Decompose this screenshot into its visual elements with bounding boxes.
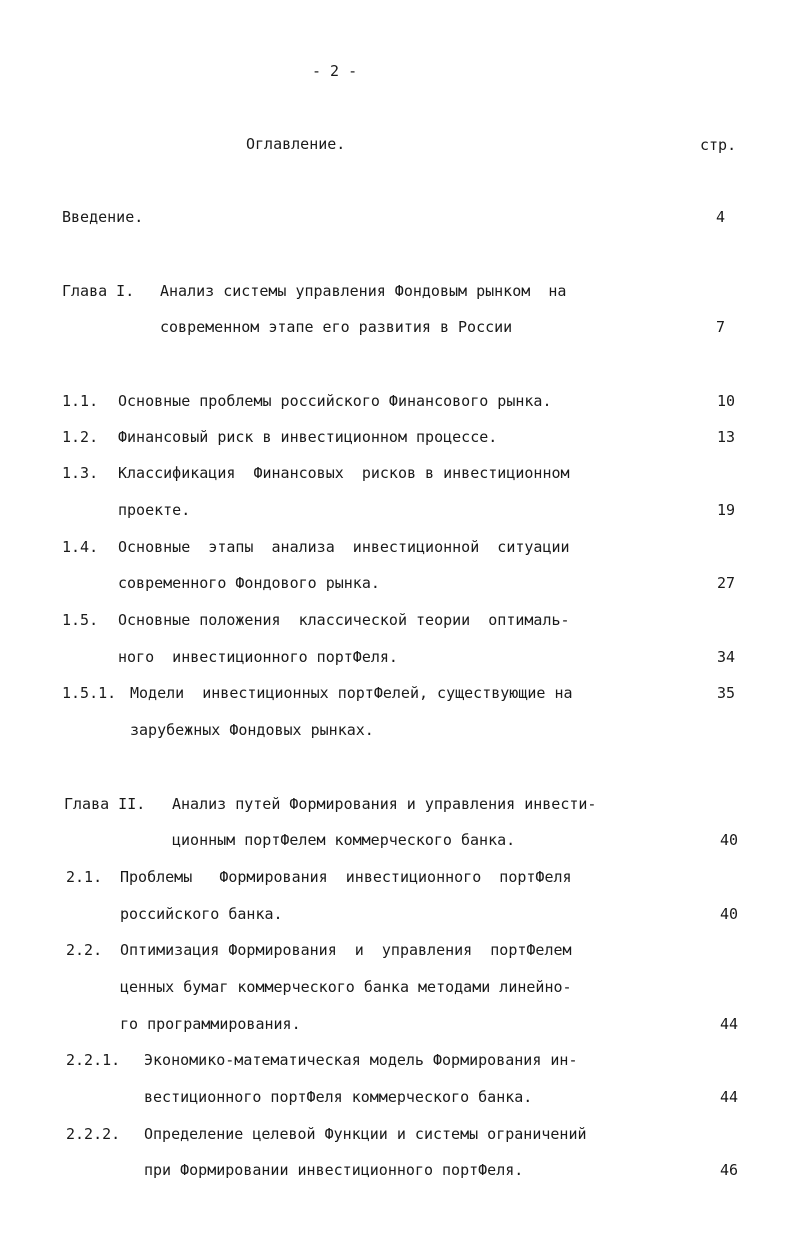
toc-entry-number: 2.1. [66, 868, 103, 886]
toc-entry-line: Анализ системы управления Фондовым рынком на [160, 282, 567, 300]
toc-entry-page: 34 [716, 648, 735, 666]
toc-entry-line: Основные проблемы российского Финансового рынка. [118, 392, 552, 410]
toc-entry-line: российского банка. [120, 905, 283, 923]
toc-entry-line: вестиционного портФеля коммерческого банка. [144, 1088, 533, 1106]
toc-entry-line: ционным портФелем коммерческого банка. [172, 831, 516, 849]
toc-entry-number: 1.1. [62, 392, 99, 410]
toc-entry-number: 1.3. [62, 464, 99, 482]
toc-entry-line: ценных бумаг коммерческого банка методами линейно- [120, 978, 572, 996]
toc-entry-page: 40 [719, 905, 738, 923]
toc-entry-number: Глава II. [64, 795, 146, 813]
toc-entry-line: Основные этапы анализа инвестиционной ситуации [118, 538, 570, 556]
toc-entry-page: 7 [715, 318, 725, 336]
toc-entry-page: 44 [719, 1015, 738, 1033]
toc-entry-page: 46 [719, 1161, 738, 1179]
toc-entry-line: проекте. [118, 501, 191, 519]
page-column-header: стр. [700, 136, 737, 154]
page-number: - 2 - [312, 62, 358, 80]
toc-entry-line: Проблемы Формирования инвестиционного портФеля [120, 868, 572, 886]
toc-entry-page: 44 [719, 1088, 738, 1106]
toc-entry-line: Определение целевой Функции и системы ограничений [144, 1125, 587, 1143]
toc-entry-page: 35 [716, 684, 735, 702]
toc-entry-line: современного Фондового рынка. [118, 574, 380, 592]
toc-entry-label: Введение. [62, 208, 144, 226]
toc-entry-number: 1.5.1. [62, 684, 117, 702]
toc-entry-line: Финансовый риск в инвестиционном процессе. [118, 428, 498, 446]
toc-entry-number: Глава I. [62, 282, 135, 300]
toc-entry-line: Основные положения классической теории оптималь- [118, 611, 570, 629]
toc-entry-number: 1.2. [62, 428, 99, 446]
toc-entry-number: 2.2. [66, 941, 103, 959]
toc-entry-number: 2.2.2. [66, 1125, 121, 1143]
toc-entry-line: современном этапе его развития в России [160, 318, 513, 336]
toc-entry-line: при Формировании инвестиционного портФеля. [144, 1161, 524, 1179]
toc-entry-page: 19 [716, 501, 735, 519]
toc-entry-page: 10 [716, 392, 735, 410]
toc-entry-line: Экономико-математическая модель Формирования ин- [144, 1051, 578, 1069]
toc-entry-line: зарубежных Фондовых рынках. [130, 721, 374, 739]
toc-entry-line: го программирования. [120, 1015, 301, 1033]
toc-entry-page: 40 [719, 831, 738, 849]
toc-entry-line: Анализ путей Формирования и управления инвести- [172, 795, 597, 813]
toc-entry-number: 2.2.1. [66, 1051, 121, 1069]
toc-entry-page: 4 [715, 208, 725, 226]
toc-entry-line: Классификация Финансовых рисков в инвестиционном [118, 464, 570, 482]
toc-entry-number: 1.4. [62, 538, 99, 556]
toc-entry-line: Модели инвестиционных портФелей, существующие на [130, 684, 573, 702]
toc-entry-line: Оптимизация Формирования и управления портФелем [120, 941, 572, 959]
toc-entry-line: ного инвестиционного портФеля. [118, 648, 398, 666]
toc-title: Оглавление. [246, 135, 346, 153]
toc-entry-page: 13 [716, 428, 735, 446]
toc-entry-number: 1.5. [62, 611, 99, 629]
toc-entry-page: 27 [716, 574, 735, 592]
